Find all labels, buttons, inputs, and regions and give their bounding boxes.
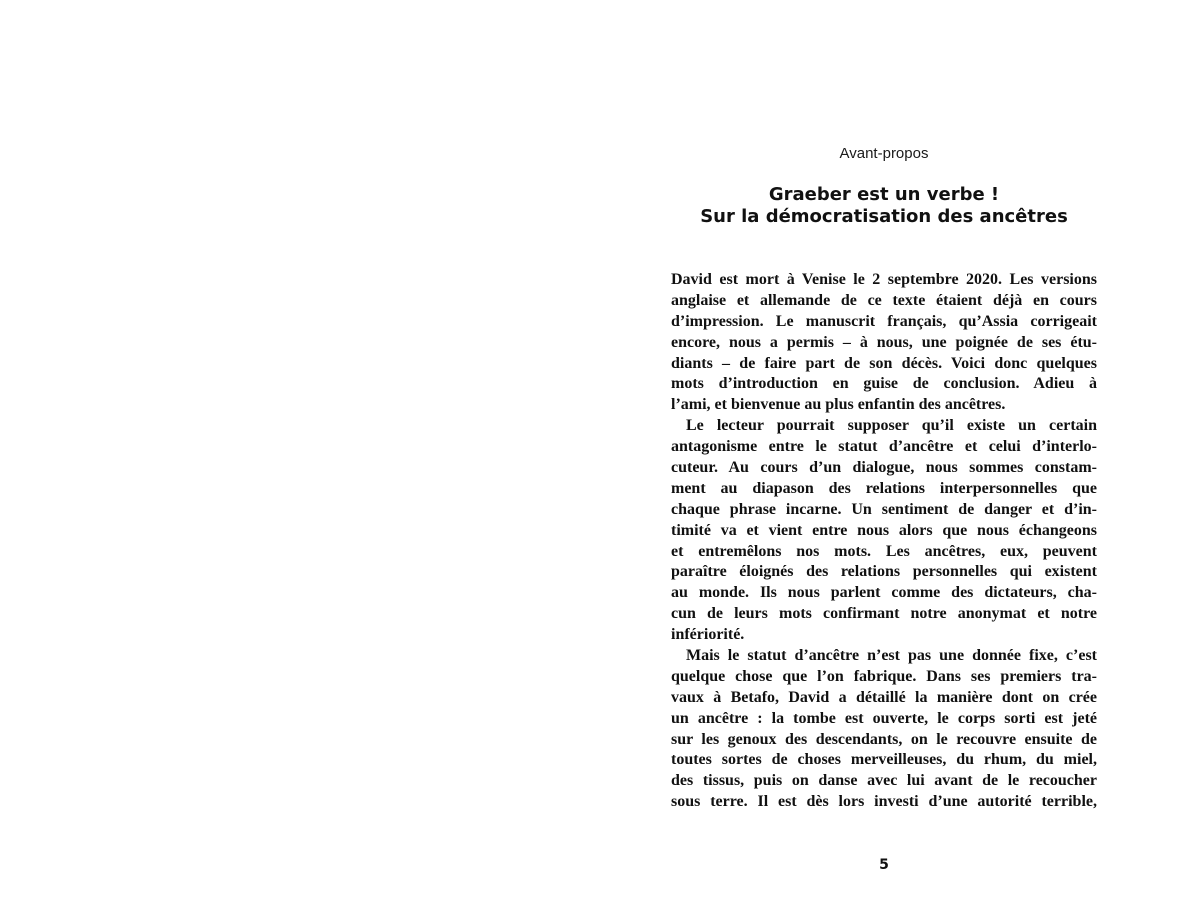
chapter-title (671, 184, 1097, 228)
text-line: toutes sortes de choses merveilleuses, du rhum, du miel, (671, 751, 1097, 769)
text-line: et entremêlons nos mots. Les ancêtres, eux, peuvent (671, 542, 1097, 560)
text-line: vaux à Betafo, David a détaillé la manière dont on crée (671, 688, 1097, 706)
text-line: anglaise et allemande de ce texte étaient déjà en cours (671, 291, 1097, 309)
text-line: timité va et vient entre nous alors que nous échangeons (671, 521, 1097, 539)
text-line: antagonisme entre le statut d’ancêtre et celui d’interlo- (671, 438, 1097, 456)
text-line: au monde. Ils nous parlent comme des dictateurs, cha- (671, 584, 1097, 602)
text-line: sur les genoux des descendants, on le recouvre ensuite de (671, 730, 1097, 748)
text-line: cuteur. Au cours d’un dialogue, nous sommes constam- (671, 459, 1097, 477)
paragraph (671, 646, 1097, 813)
chapter-title-line-1: Graeber est un verbe ! (768, 184, 1000, 205)
text-line: un ancêtre : la tombe est ouverte, le corps sorti est jeté (671, 709, 1097, 727)
text-line: quelque chose que l’on fabrique. Dans ses premiers tra- (671, 667, 1097, 685)
section-label: Avant-propos (839, 145, 929, 162)
text-line: d’impression. Le manuscrit français, qu’Assia corrigeait (671, 312, 1097, 330)
text-line: David est mort à Venise le 2 septembre 2020. Les versions (671, 271, 1097, 288)
paragraph (671, 270, 1097, 416)
text-line: Le lecteur pourrait supposer qu’il existe un certain (686, 417, 1097, 435)
page-number: 5 (879, 857, 889, 873)
body-text (671, 270, 1097, 813)
text-line: l’ami, et bienvenue au plus enfantin des ancêtres. (671, 396, 1006, 414)
text-line: diants – de faire part de son décès. Voici donc quelques (671, 354, 1097, 372)
text-line: cun de leurs mots confirmant notre anonymat et notre (671, 605, 1097, 623)
text-line: infériorité. (671, 626, 745, 644)
text-line: paraître éloignés des relations personnelles qui existent (671, 563, 1097, 581)
paragraph (671, 416, 1097, 646)
chapter-title-line-2: Sur la démocratisation des ancêtres (700, 206, 1068, 227)
text-line: sous terre. Il est dès lors investi d’une autorité terrible, (671, 793, 1097, 811)
text-line: encore, nous a permis – à nous, une poignée de ses étu- (671, 333, 1097, 351)
text-line: Mais le statut d’ancêtre n’est pas une donnée fixe, c’est (686, 647, 1097, 665)
text-line: des tissus, puis on danse avec lui avant de le recoucher (671, 772, 1097, 790)
text-line: ment au diapason des relations interpersonnelles que (671, 479, 1097, 497)
text-line: chaque phrase incarne. Un sentiment de danger et d’in- (671, 500, 1097, 518)
text-line: mots d’introduction en guise de conclusion. Adieu à (671, 375, 1097, 393)
